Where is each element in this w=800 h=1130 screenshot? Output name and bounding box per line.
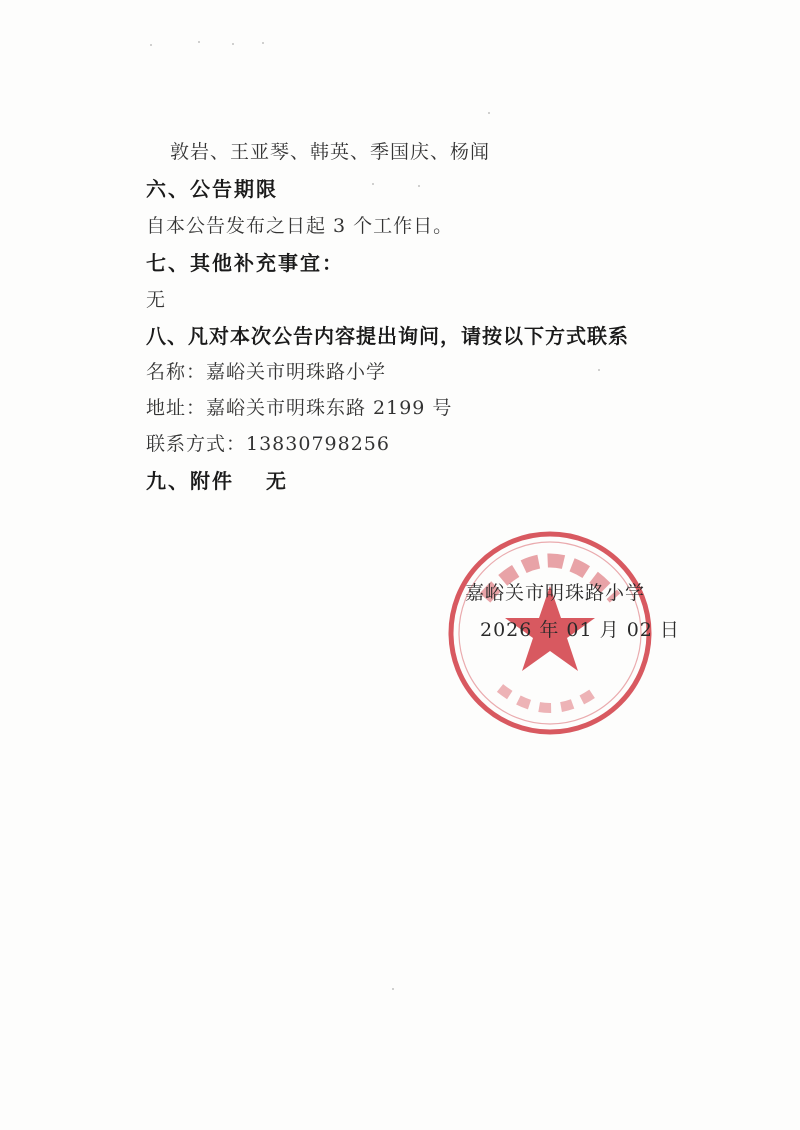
section-9-title: 九、附件 — [146, 469, 234, 493]
names-line: 敦岩、王亚琴、韩英、季国庆、杨闻 — [170, 141, 491, 163]
section-9-value: 无 — [266, 469, 288, 493]
scan-speck — [232, 43, 234, 45]
contact-address: 地址：嘉峪关市明珠东路 2199 号 — [146, 397, 453, 419]
scan-speck — [392, 988, 394, 990]
scan-speck — [198, 41, 200, 43]
scan-speck — [150, 44, 152, 46]
contact-phone: 联系方式：13830798256 — [146, 433, 390, 455]
signature-org: 嘉峪关市明珠路小学 — [465, 582, 646, 604]
scan-speck — [488, 112, 490, 114]
scan-speck — [372, 183, 374, 185]
section-7-title: 七、其他补充事宜： — [146, 251, 344, 275]
section-7-body: 无 — [146, 289, 167, 311]
scan-speck — [262, 42, 264, 44]
section-6-title: 六、公告期限 — [146, 177, 278, 201]
scan-speck — [418, 185, 420, 187]
scan-speck — [598, 369, 600, 371]
section-6-body: 自本公告发布之日起 3 个工作日。 — [146, 215, 454, 237]
section-8-title: 八、凡对本次公告内容提出询问，请按以下方式联系 — [146, 324, 629, 348]
contact-name: 名称：嘉峪关市明珠路小学 — [146, 361, 387, 383]
seal-bottom-marks — [500, 688, 600, 708]
signature-date: 2026 年 01 月 02 日 — [480, 619, 680, 641]
